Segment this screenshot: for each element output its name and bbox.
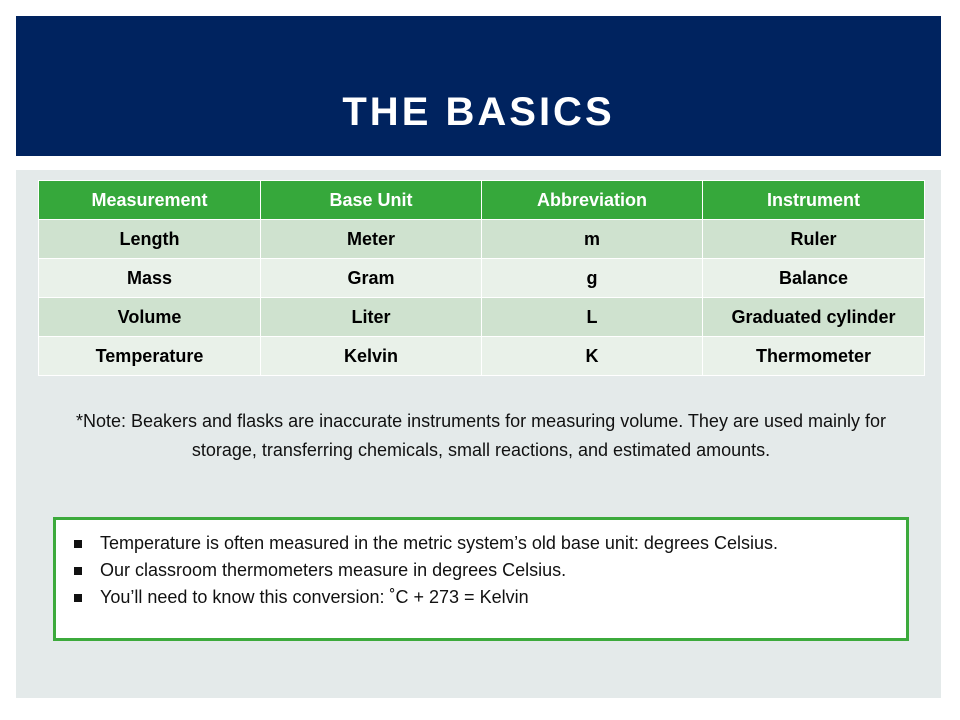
slide-title: THE BASICS [342, 90, 615, 134]
header-instrument: Instrument [703, 181, 925, 220]
bullet-text: Our classroom thermometers measure in degrees Celsius. [100, 560, 567, 580]
units-table [38, 180, 925, 376]
table-cell: K [482, 337, 703, 376]
square-bullet-icon [74, 594, 82, 602]
table-cell: Temperature [39, 337, 261, 376]
bullet-text: Temperature is often measured in the metric system’s old base unit: degrees Celsius. [100, 533, 778, 553]
square-bullet-icon [74, 567, 82, 575]
header-base-unit: Base Unit [261, 181, 482, 220]
table-cell: Volume [39, 298, 261, 337]
square-bullet-icon [74, 540, 82, 548]
table-cell: Kelvin [261, 337, 482, 376]
bullet-list [72, 530, 890, 611]
temperature-callout-box [53, 517, 909, 641]
header-measurement: Measurement [39, 181, 261, 220]
table-cell: Thermometer [703, 337, 925, 376]
table-row [39, 259, 925, 298]
list-item [72, 557, 890, 584]
title-banner [16, 16, 941, 156]
table-cell: L [482, 298, 703, 337]
table-row [39, 298, 925, 337]
table-cell: Length [39, 220, 261, 259]
bullet-text: You’ll need to know this conversion: ˚C + 273 = Kelvin [100, 587, 529, 607]
table-cell: Meter [261, 220, 482, 259]
table-row [39, 220, 925, 259]
table-cell: Balance [703, 259, 925, 298]
table-row [39, 337, 925, 376]
table-header-row [39, 181, 925, 220]
table-cell: Graduated cylinder [703, 298, 925, 337]
table-cell: Mass [39, 259, 261, 298]
list-item [72, 584, 890, 611]
list-item [72, 530, 890, 557]
table-cell: Liter [261, 298, 482, 337]
table-cell: Ruler [703, 220, 925, 259]
header-abbreviation: Abbreviation [482, 181, 703, 220]
table-cell: Gram [261, 259, 482, 298]
table-cell: m [482, 220, 703, 259]
beaker-note: *Note: Beakers and flasks are inaccurate instruments for measuring volume. They are used mainly for storage, transferring chemicals, small reactions, and estimated amounts. [75, 411, 887, 460]
table-cell: g [482, 259, 703, 298]
